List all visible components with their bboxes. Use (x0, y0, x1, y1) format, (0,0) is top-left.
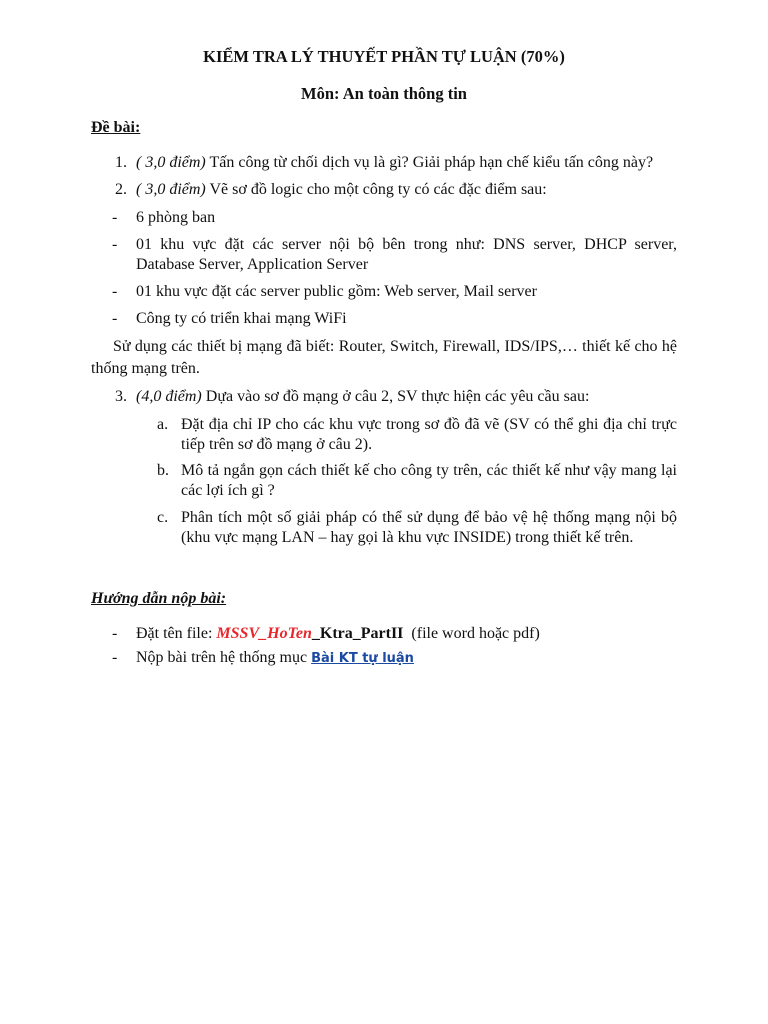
bullet-marker: - (112, 625, 118, 642)
q3-item-a-marker: a. (157, 416, 169, 433)
section-heading: Đề bài: (91, 119, 141, 136)
question-1 (91, 153, 677, 173)
q2-bullet-1 (91, 208, 677, 228)
question-3-text: Dựa vào sơ đồ mạng ở câu 2, SV thực hiện các yêu cầu sau: (201, 388, 590, 405)
q3-item-c (91, 508, 677, 548)
submission-folder-link[interactable]: Bài KT tự luận (311, 651, 414, 666)
bullet-marker: - (112, 236, 118, 253)
q3-item-c-text: Phân tích một số giải pháp có thể sử dụng để bảo vệ hệ thống mạng nội bộ (khu vực mạng LAN – hay gọi là khu vực INSIDE) trong thiết kế trên. (181, 509, 677, 546)
question-3 (91, 387, 677, 407)
q3-item-b (91, 461, 677, 501)
q3-item-b-marker: b. (157, 462, 169, 479)
question-2-number: 2. (115, 181, 127, 198)
filename-red-part: MSSV_HoTen (216, 625, 312, 642)
guide-item-1-suffix: (file word hoặc pdf) (403, 625, 540, 642)
q2-bullet-2-text: 01 khu vực đặt các server nội bộ bên trong như: DNS server, DHCP server, Database Server, Application Server (136, 236, 677, 273)
document-subtitle: Môn: An toàn thông tin (301, 84, 467, 103)
question-2-text: Vẽ sơ đồ logic cho một công ty có các đặc điểm sau: (205, 181, 547, 198)
q2-bullet-3 (91, 282, 677, 302)
q3-item-a (91, 415, 677, 455)
question-3-number: 3. (115, 388, 127, 405)
q2-bullet-4-text: Công ty có triển khai mạng WiFi (136, 310, 347, 327)
question-2 (91, 180, 677, 200)
q2-bullet-3-text: 01 khu vực đặt các server public gồm: Web server, Mail server (136, 283, 537, 300)
q3-item-c-marker: c. (157, 509, 169, 526)
question-1-points: ( 3,0 điểm) (136, 154, 206, 171)
document-title: KIỂM TRA LÝ THUYẾT PHẦN TỰ LUẬN (70%) (203, 47, 565, 66)
question-1-text: Tấn công từ chối dịch vụ là gì? Giải pháp hạn chế kiểu tấn công này? (205, 154, 654, 171)
q2-bullet-2 (91, 235, 677, 275)
guide-item-2 (91, 648, 677, 669)
bullet-marker: - (112, 283, 118, 300)
q3-item-a-text: Đặt địa chỉ IP cho các khu vực trong sơ đồ đã vẽ (SV có thể ghi địa chỉ trực tiếp trên sơ đồ mạng ở câu 2). (181, 416, 677, 453)
question-3-points: (4,0 điểm) (136, 388, 202, 405)
guide-item-1-prefix: Đặt tên file: (136, 625, 217, 642)
filename-bold-part: _Ktra_PartII (311, 625, 404, 642)
q2-paragraph: Sử dụng các thiết bị mạng đã biết: Router, Switch, Firewall, IDS/IPS,… thiết kế cho hệ thống mạng trên. (91, 338, 677, 377)
bullet-marker: - (112, 310, 118, 327)
question-1-number: 1. (115, 154, 127, 171)
guide-heading: Hướng dẫn nộp bài: (91, 590, 227, 607)
question-2-points: ( 3,0 điểm) (136, 181, 206, 198)
bullet-marker: - (112, 649, 118, 666)
bullet-marker: - (112, 209, 118, 226)
q2-bullet-4 (91, 309, 677, 329)
guide-item-1 (91, 624, 677, 644)
guide-item-2-prefix: Nộp bài trên hệ thống mục (136, 649, 312, 666)
q2-bullet-1-text: 6 phòng ban (136, 209, 216, 226)
q3-item-b-text: Mô tả ngắn gọn cách thiết kế cho công ty trên, các thiết kế như vậy mang lại các lợi ích gì ? (181, 462, 677, 499)
